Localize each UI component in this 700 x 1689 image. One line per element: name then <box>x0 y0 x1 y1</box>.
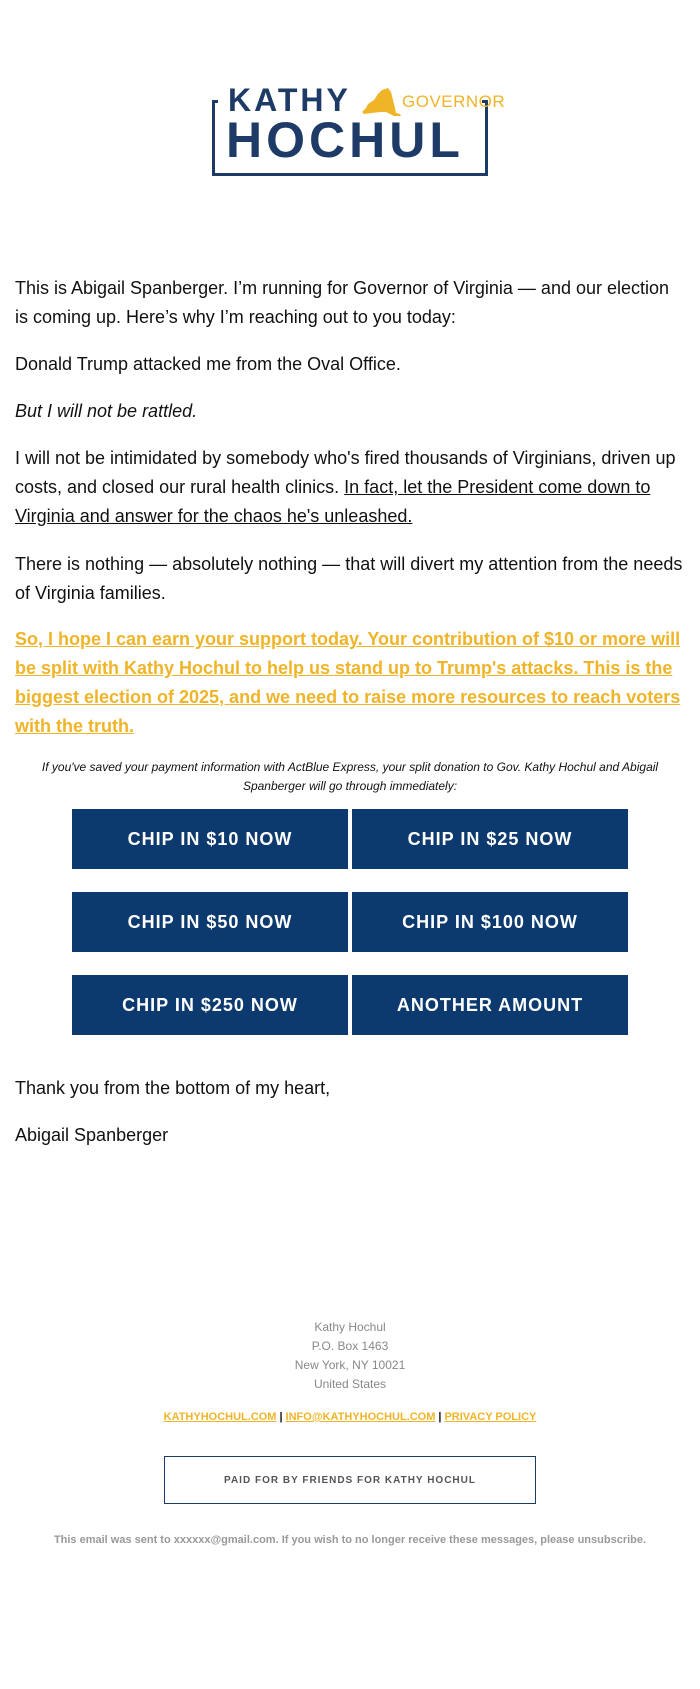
footer-links <box>0 1409 700 1425</box>
paid-for-disclaimer: PAID FOR BY FRIENDS FOR KATHY HOCHUL <box>164 1456 536 1504</box>
address-line: New York, NY 10021 <box>294 1358 406 1372</box>
unsubscribe-notice[interactable]: This email was sent to xxxxxx@gmail.com. If you wish to no longer receive these messages, please unsubscribe. <box>53 1534 647 1546</box>
intro-paragraph: This is Abigail Spanberger. I’m running for Governor of Virginia — and our election is coming up. Here’s why I’m reaching out to you today: <box>15 278 670 327</box>
virginia-families-paragraph: There is nothing — absolutely nothing — that will divert my attention from the needs of Virginia families. <box>15 554 683 603</box>
signature: Abigail Spanberger <box>15 1125 169 1145</box>
address-line: Kathy Hochul <box>314 1320 386 1334</box>
kathy-hochul-logo[interactable] <box>212 82 506 176</box>
logo-first-name: KATHY <box>228 82 351 118</box>
chip-in-50-button[interactable]: CHIP IN $50 NOW <box>72 892 348 952</box>
intimidation-text: I will not be intimidated by somebody who's fired thousands of Virginians, driven up costs, and closed our rural health clinics. <box>15 448 676 497</box>
footer-address <box>0 1318 700 1394</box>
donate-appeal-link[interactable]: So, I hope I can earn your support today. Your contribution of $10 or more will be split with Kathy Hochul to help us stand up to Trump's attacks. This is the biggest election of 2025, and we need to raise more resources to reach voters with the truth. <box>15 629 681 736</box>
website-link[interactable]: KATHYHOCHUL.COM <box>163 1411 277 1423</box>
actblue-express-note: If you've saved your payment information with ActBlue Express, your split donation to Gov. Kathy Hochul and Abigail Spanberger will go through immediately: <box>41 760 659 793</box>
logo-office: GOVERNOR <box>402 92 506 111</box>
logo-last-name: HOCHUL <box>226 112 464 168</box>
intimidation-paragraph <box>15 444 687 531</box>
chip-in-250-button[interactable]: CHIP IN $250 NOW <box>72 975 348 1035</box>
another-amount-button[interactable]: ANOTHER AMOUNT <box>352 975 628 1035</box>
privacy-policy-link[interactable]: PRIVACY POLICY <box>444 1411 537 1423</box>
link-separator: | <box>279 1411 283 1423</box>
chip-in-100-button[interactable]: CHIP IN $100 NOW <box>352 892 628 952</box>
chip-in-25-button[interactable]: CHIP IN $25 NOW <box>352 809 628 869</box>
trump-attack-paragraph: Donald Trump attacked me from the Oval Office. <box>15 354 401 374</box>
not-rattled-paragraph: But I will not be rattled. <box>15 401 198 421</box>
address-line: P.O. Box 1463 <box>311 1339 389 1353</box>
email-link[interactable]: INFO@KATHYHOCHUL.COM <box>285 1411 436 1423</box>
president-challenge-text: In fact, let the President come down to Virginia and answer for the chaos he's unleashed. <box>15 477 651 526</box>
chip-in-10-button[interactable]: CHIP IN $10 NOW <box>72 809 348 869</box>
address-line: United States <box>313 1377 387 1391</box>
closing-thanks: Thank you from the bottom of my heart, <box>15 1078 331 1098</box>
link-separator: | <box>438 1411 442 1423</box>
